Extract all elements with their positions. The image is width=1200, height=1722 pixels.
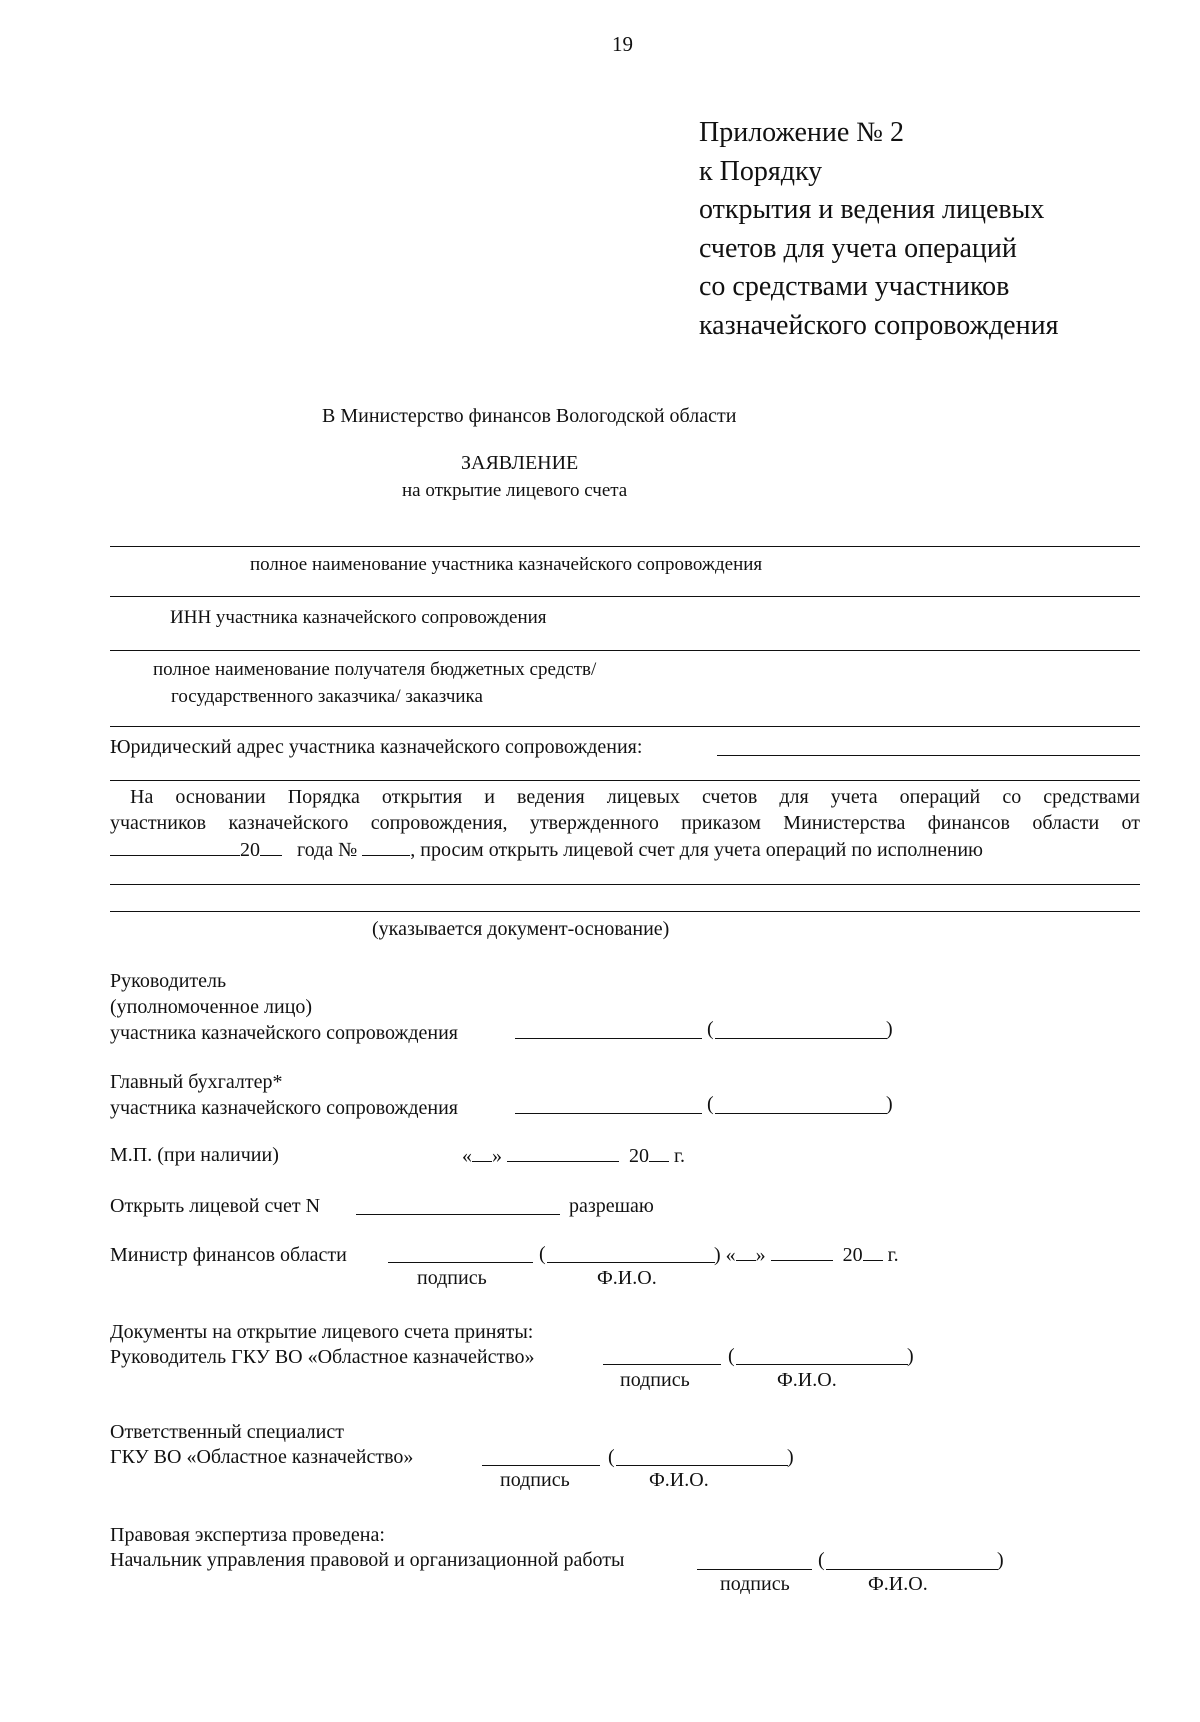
stamp-year-field[interactable] <box>649 1143 669 1162</box>
treasury-head-sign-caption: подпись <box>620 1369 690 1391</box>
annex-line: Приложение № 2 <box>699 117 904 148</box>
legal-review-fio-open: ( <box>818 1549 825 1571</box>
order-number-label: года № <box>297 839 358 861</box>
recipient-field[interactable] <box>110 650 1140 651</box>
order-year-prefix: 20 <box>240 839 260 861</box>
head-fio-field[interactable] <box>715 1038 887 1039</box>
head-block <box>110 968 458 1046</box>
chief-accountant-block <box>110 1069 458 1121</box>
head-fio-close: ) <box>886 1018 893 1040</box>
legal-review-fio-close: ) <box>997 1549 1004 1571</box>
doc-basis-caption: (указывается документ-основание) <box>372 918 670 940</box>
legal-review-sign-caption: подпись <box>720 1573 790 1595</box>
specialist-fio-caption: Ф.И.О. <box>649 1469 709 1491</box>
stamp-year-prefix: 20 <box>629 1145 649 1167</box>
annex-line: открытия и ведения лицевых <box>699 194 1045 225</box>
basis-top-line <box>110 780 1140 781</box>
inn-field[interactable] <box>110 596 1140 597</box>
quote-close: » <box>755 1244 766 1266</box>
page-number: 19 <box>612 32 633 56</box>
treasury-head-fio-field[interactable] <box>736 1364 908 1365</box>
legal-address-top-line[interactable] <box>110 726 1140 727</box>
addressee: В Министерство финансов Вологодской области <box>322 405 737 427</box>
treasury-head-fio-caption: Ф.И.О. <box>777 1369 837 1391</box>
legal-review-line-2: Начальник управления правовой и организационной работы <box>110 1549 625 1571</box>
treasury-head-fio-open: ( <box>728 1345 735 1367</box>
document-title: ЗАЯВЛЕНИЕ <box>461 452 579 474</box>
chief-fio-open: ( <box>707 1093 714 1115</box>
chief-fio-close: ) <box>886 1093 893 1115</box>
quote-open: « <box>462 1145 472 1167</box>
quote-open: « <box>725 1244 736 1266</box>
stamp-day-field[interactable] <box>472 1143 492 1162</box>
inn-caption: ИНН участника казначейского сопровождения <box>170 607 547 628</box>
stamp-year-suffix: г. <box>674 1145 685 1167</box>
annex-block <box>699 114 1058 345</box>
specialist-sign-caption: подпись <box>500 1469 570 1491</box>
order-date-field[interactable] <box>110 837 240 856</box>
order-year-field[interactable] <box>260 837 282 856</box>
basis-line-1: На основании Порядка открытия и ведения лицевых счетов для учета операций со средствами <box>130 786 1140 808</box>
document-subtitle: на открытие лицевого счета <box>402 480 628 501</box>
recipient-caption-2: государственного заказчика/ заказчика <box>171 686 483 707</box>
specialist-fio-open: ( <box>608 1446 615 1468</box>
minister-year-field[interactable] <box>863 1242 883 1261</box>
treasury-head-signature-field[interactable] <box>603 1364 721 1365</box>
basis-request-text: , просим открыть лицевой счет для учета операций по исполнению <box>410 839 983 861</box>
minister-year-prefix: 20 <box>842 1244 863 1266</box>
head-fio-open: ( <box>707 1018 714 1040</box>
minister-day-field[interactable] <box>736 1242 756 1261</box>
chief-line-1: Главный бухгалтер* <box>110 1071 283 1093</box>
specialist-signature-field[interactable] <box>482 1465 600 1466</box>
basis-field-1[interactable] <box>110 884 1140 885</box>
chief-line-2: участника казначейского сопровождения <box>110 1097 459 1119</box>
order-number-field[interactable] <box>362 837 410 856</box>
legal-address-field[interactable] <box>717 755 1140 756</box>
minister-fio-field[interactable] <box>547 1262 715 1263</box>
specialist-line-2: ГКУ ВО «Областное казначейство» <box>110 1446 414 1468</box>
minister-month-field[interactable] <box>771 1242 833 1261</box>
legal-review-fio-field[interactable] <box>826 1569 998 1570</box>
open-account-label: Открыть лицевой счет N <box>110 1195 321 1217</box>
open-account-allow: разрешаю <box>569 1195 654 1217</box>
documents-accepted-line-1: Документы на открытие лицевого счета приняты: <box>110 1321 534 1343</box>
basis-field-2[interactable] <box>110 911 1140 912</box>
legal-review-fio-caption: Ф.И.О. <box>868 1573 928 1595</box>
legal-address-label: Юридический адрес участника казначейского сопровождения: <box>110 736 643 758</box>
account-number-field[interactable] <box>356 1214 560 1215</box>
full-name-field[interactable] <box>110 546 1140 547</box>
minister-year-suffix: г. <box>887 1244 899 1266</box>
full-name-caption: полное наименование участника казначейского сопровождения <box>250 554 763 575</box>
chief-fio-field[interactable] <box>715 1113 887 1114</box>
minister-fio-caption: Ф.И.О. <box>597 1267 657 1289</box>
specialist-fio-close: ) <box>787 1446 794 1468</box>
chief-signature-field[interactable] <box>515 1113 702 1114</box>
specialist-line-1: Ответственный специалист <box>110 1421 344 1443</box>
stamp-label: М.П. (при наличии) <box>110 1144 279 1166</box>
head-line-1: Руководитель <box>110 970 227 992</box>
minister-signature-field[interactable] <box>388 1262 533 1263</box>
basis-line-3 <box>110 837 983 862</box>
basis-line-2: участников казначейского сопровождения, утвержденного приказом Министерства финансов области от <box>110 812 1140 834</box>
minister-label: Министр финансов области <box>110 1244 347 1266</box>
specialist-fio-field[interactable] <box>616 1465 788 1466</box>
recipient-caption-1: полное наименование получателя бюджетных средств/ <box>153 659 597 680</box>
head-line-2: (уполномоченное лицо) <box>110 996 313 1018</box>
minister-sign-caption: подпись <box>417 1267 487 1289</box>
annex-line: счетов для учета операций <box>699 232 1017 264</box>
minister-fio-open: ( <box>539 1243 546 1265</box>
treasury-head-fio-close: ) <box>907 1345 914 1367</box>
annex-line: со средствами участников <box>699 271 1010 302</box>
head-signature-field[interactable] <box>515 1038 702 1039</box>
head-line-3: участника казначейского сопровождения <box>110 1022 459 1044</box>
annex-line: к Порядку <box>699 155 823 187</box>
stamp-month-field[interactable] <box>507 1143 619 1162</box>
documents-accepted-line-2: Руководитель ГКУ ВО «Областное казначейство» <box>110 1346 535 1368</box>
legal-review-signature-field[interactable] <box>697 1569 812 1570</box>
legal-review-line-1: Правовая экспертиза проведена: <box>110 1524 385 1546</box>
quote-close: » <box>492 1145 502 1167</box>
stamp-date <box>462 1143 685 1168</box>
minister-date: ) « » 20 г. <box>714 1244 899 1266</box>
annex-line: казначейского сопровождения <box>699 309 1059 341</box>
